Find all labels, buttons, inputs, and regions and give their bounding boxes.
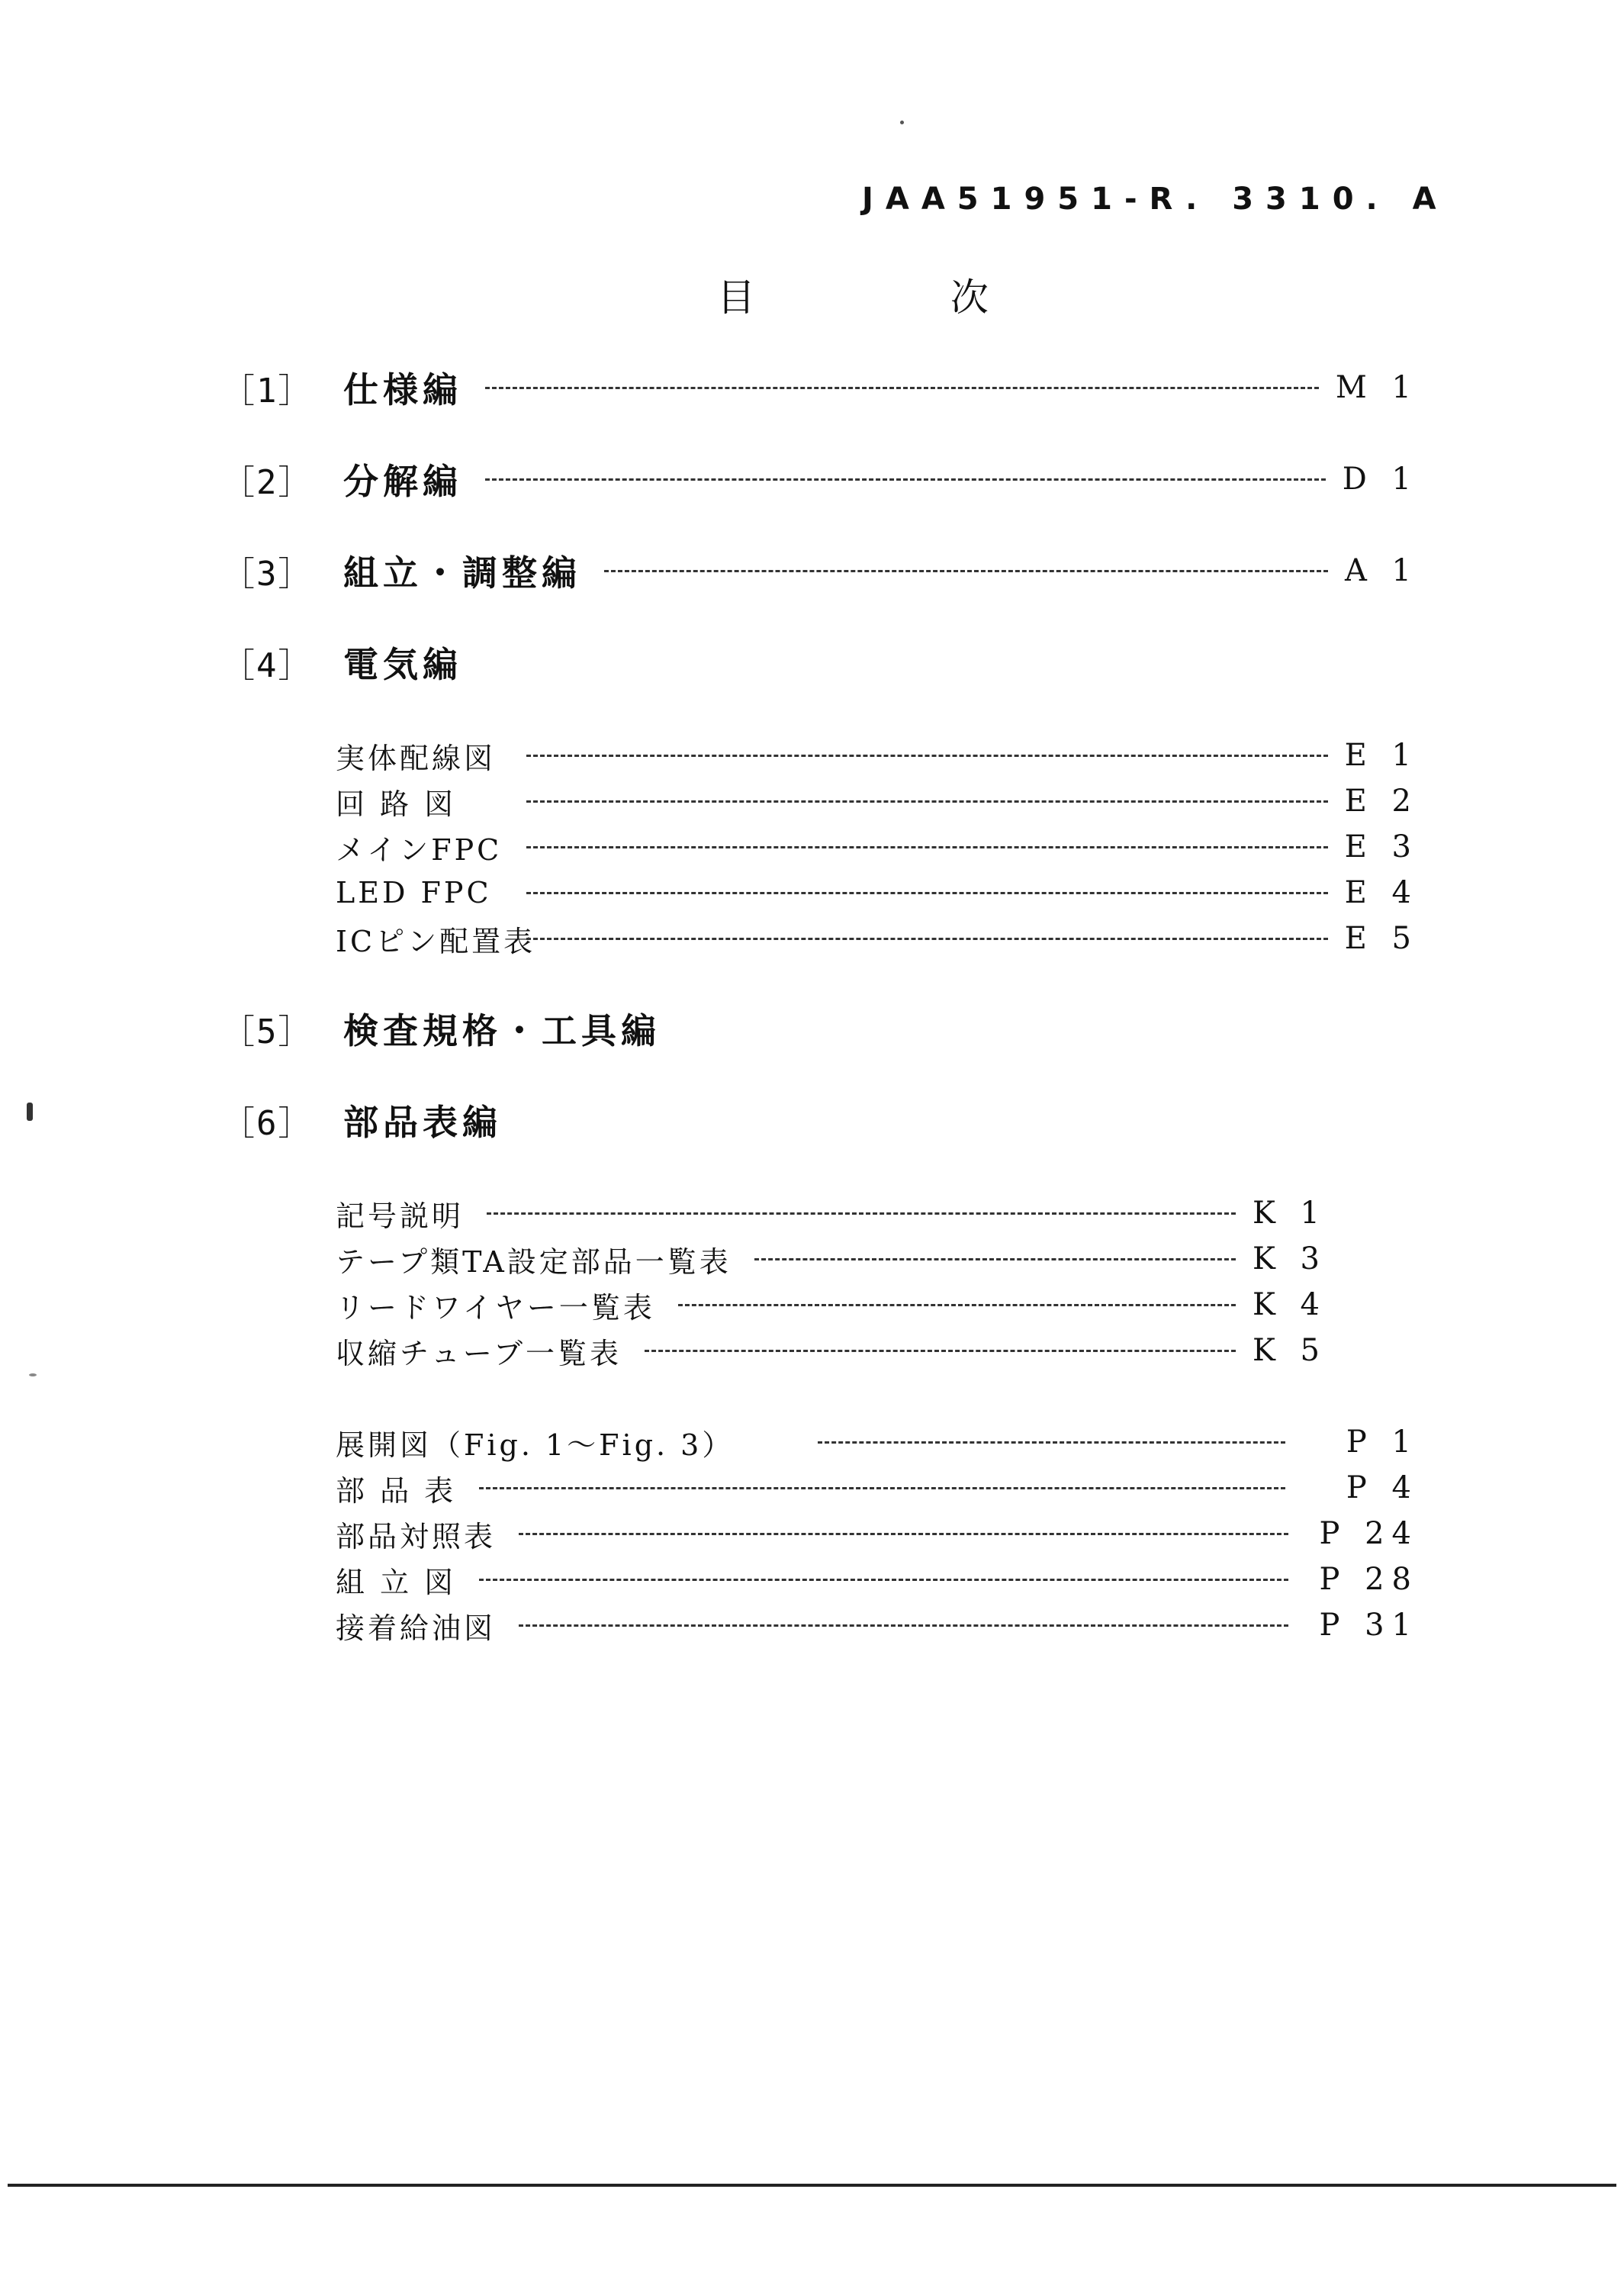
toc-item-p28[interactable] — [336, 1557, 1419, 1602]
toc-section-2[interactable] — [221, 456, 1419, 502]
scan-speck — [29, 1373, 37, 1376]
page-ref: P 31 — [1319, 1608, 1419, 1643]
page-ref: A 1 — [1344, 553, 1419, 588]
page-ref: K 3 — [1252, 1241, 1327, 1276]
page-ref: E 5 — [1344, 921, 1419, 956]
section-title: 電気編 — [343, 644, 462, 685]
section-number: ［4］ — [221, 646, 314, 685]
toc-section-1[interactable] — [221, 365, 1419, 410]
item-label: 部品対照表 — [336, 1519, 497, 1553]
page-ref: M 1 — [1335, 370, 1419, 405]
item-label: ICピン配置表 — [336, 924, 536, 958]
scan-speck — [27, 1103, 33, 1121]
page-ref: E 3 — [1344, 829, 1419, 864]
toc-item-k5[interactable] — [336, 1328, 1327, 1373]
dotted-leader — [678, 1304, 1236, 1306]
toc-item-e3[interactable] — [336, 824, 1419, 870]
page-ref: K 1 — [1252, 1196, 1327, 1231]
toc-item-p1[interactable] — [336, 1419, 1419, 1465]
page-ref: P 28 — [1319, 1562, 1419, 1597]
toc-item-e2[interactable] — [336, 778, 1419, 824]
item-label: リードワイヤー一覧表 — [336, 1290, 655, 1325]
page-ref: P 1 — [1346, 1425, 1419, 1460]
dotted-leader — [526, 755, 1328, 757]
toc-item-k1[interactable] — [336, 1190, 1327, 1236]
page-ref: P 4 — [1346, 1470, 1419, 1505]
toc-title: 目 次 — [717, 275, 1080, 320]
page-ref: K 5 — [1252, 1333, 1327, 1368]
dotted-leader — [526, 892, 1328, 894]
dotted-leader — [526, 846, 1328, 848]
page-ref: P 24 — [1319, 1516, 1419, 1551]
item-label: 展開図（Fig. 1～Fig. 3） — [336, 1428, 735, 1462]
item-label: メインFPC — [336, 832, 503, 867]
dotted-leader — [519, 1533, 1288, 1535]
toc-item-e5[interactable] — [336, 916, 1419, 961]
section-title: 部品表編 — [343, 1102, 502, 1143]
page-ref: E 1 — [1344, 738, 1419, 773]
toc-section-6[interactable] — [221, 1097, 1419, 1143]
section-title: 組立・調整編 — [343, 552, 581, 594]
dotted-leader — [519, 1624, 1288, 1627]
item-label: テープ類TA設定部品一覧表 — [336, 1244, 732, 1279]
dotted-leader — [526, 938, 1328, 940]
item-label: 組 立 図 — [336, 1565, 457, 1599]
item-label: 部 品 表 — [336, 1473, 457, 1508]
dotted-leader — [526, 800, 1328, 803]
toc-item-k3[interactable] — [336, 1236, 1327, 1282]
toc-item-p24[interactable] — [336, 1511, 1419, 1557]
item-label: 回 路 図 — [336, 787, 457, 821]
page-ref: D 1 — [1342, 462, 1419, 497]
dotted-leader — [485, 387, 1319, 389]
item-label: LED FPC — [336, 876, 492, 909]
toc-section-3[interactable] — [221, 548, 1419, 594]
bottom-rule — [8, 2184, 1616, 2187]
section-number: ［2］ — [221, 463, 314, 502]
toc-section-4[interactable] — [221, 639, 1419, 685]
toc-item-e4[interactable] — [336, 870, 1419, 916]
toc-item-k4[interactable] — [336, 1282, 1327, 1328]
item-label: 収縮チューブ一覧表 — [336, 1336, 622, 1370]
section-title: 分解編 — [343, 461, 462, 502]
page-ref: K 4 — [1252, 1287, 1327, 1322]
dotted-leader — [485, 478, 1326, 481]
section-title: 仕様編 — [343, 369, 462, 410]
dotted-leader — [604, 570, 1328, 572]
dotted-leader — [754, 1258, 1236, 1260]
section-number: ［1］ — [221, 372, 314, 410]
toc-item-p31[interactable] — [336, 1602, 1419, 1648]
toc-item-e1[interactable] — [336, 732, 1419, 778]
dotted-leader — [487, 1212, 1236, 1215]
toc-section-5[interactable] — [221, 1006, 1419, 1051]
dotted-leader — [479, 1487, 1285, 1489]
dotted-leader — [818, 1441, 1285, 1444]
item-label: 接着給油図 — [336, 1611, 497, 1645]
page-ref: E 2 — [1344, 784, 1419, 819]
section-number: ［5］ — [221, 1013, 314, 1051]
page-ref: E 4 — [1344, 875, 1419, 910]
section-title: 検査規格・工具編 — [343, 1010, 661, 1051]
item-label: 実体配線図 — [336, 741, 497, 775]
section-number: ［3］ — [221, 555, 314, 594]
section-number: ［6］ — [221, 1104, 314, 1143]
scan-speck — [900, 121, 904, 124]
item-label: 記号説明 — [336, 1199, 465, 1233]
dotted-leader — [645, 1350, 1236, 1352]
toc-item-p4[interactable] — [336, 1465, 1419, 1511]
dotted-leader — [479, 1579, 1288, 1581]
document-code: JAA51951-R. 3310. A — [862, 182, 1449, 217]
